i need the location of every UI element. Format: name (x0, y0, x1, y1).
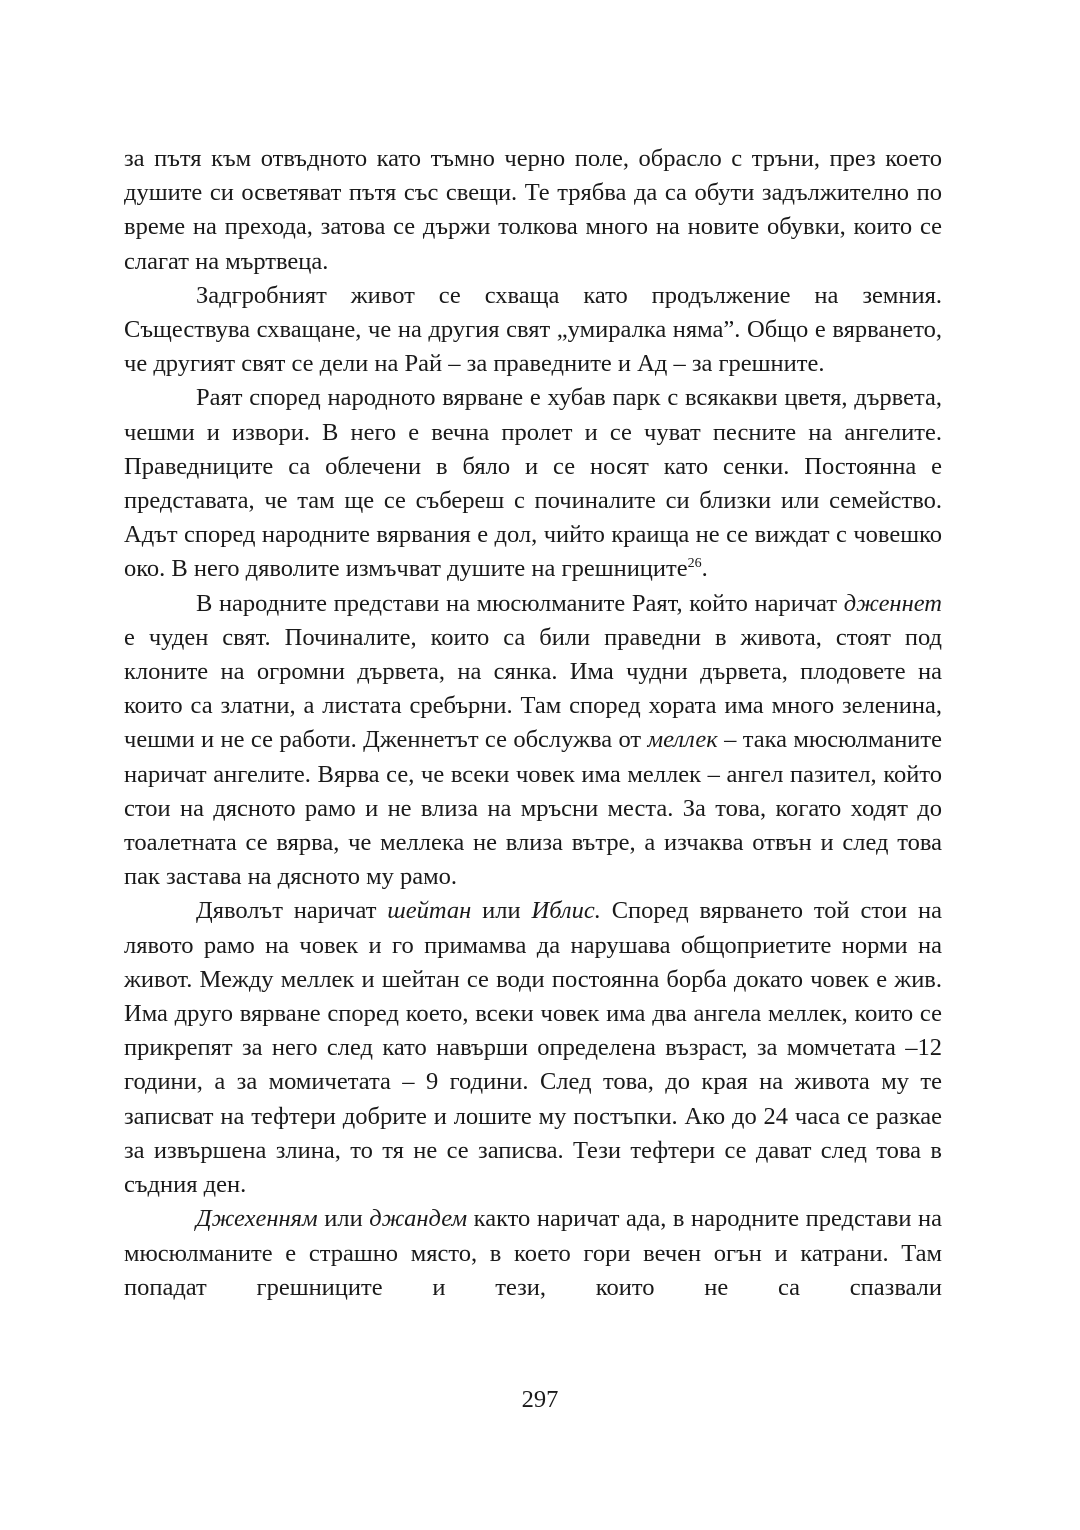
paragraph-5-text-a: Дяволът наричат (196, 897, 388, 925)
paragraph-5-text-b: или (471, 897, 532, 925)
term-mellek: меллек (647, 726, 718, 754)
paragraph-6-text-a: или (317, 1205, 370, 1233)
paragraph-6-text-b: както наричат ада, в народните представи на мюсюлманите е страшно място, в което гори вечен огън и катрани. Там попадат грешниците и тези, които не са спазвали (124, 1205, 942, 1301)
paragraph-1-text: за пътя към отвъдното като тъмно черно поле, обрасло с тръни, през което душите си осветяват пътя със свещи. Те трябва да са обути задължително по време на прехода, затова се държи толкова много на новите обувки, които се слагат на мъртвеца. (124, 145, 942, 275)
term-iblis: Иблис. (531, 897, 601, 925)
paragraph-2 (124, 279, 942, 382)
paragraph-4-text-a: В народните представи на мюсюлманите Раят, който наричат (196, 589, 844, 617)
paragraph-3 (124, 381, 942, 586)
term-djandem: джандем (369, 1205, 468, 1233)
page-number: 297 (521, 1386, 559, 1413)
paragraph-3-text: Раят според народното вярване е хубав парк с всякакви цветя, дървета, чешми и извори. В него е вечна пролет и се чуват песните на ангелите. Праведниците са облечени в бяло и се носят като сенки. Постоянна е представата, че там ще се събереш с починалите си близки или семейство. Адът според народните вярвания е дол, чийто краища не се виждат с човешко око. В него дяволите измъчват душите на грешниците (124, 384, 942, 583)
paragraph-5 (124, 894, 942, 1202)
term-sheytan: шейтан (387, 897, 472, 925)
term-djehennyam: Джехенням (196, 1205, 318, 1233)
paragraph-2-text: Задгробният живот се схваща като продължение на земния. Съществува схващане, че на другия свят „умиралка няма”. Общо е вярването, че другият свят се дели на Рай – за праведните и Ад – за грешните. (124, 281, 942, 378)
paragraph-6 (124, 1202, 942, 1305)
paragraph-3-end: . (701, 555, 708, 583)
term-djennet: дженнет (843, 589, 942, 617)
paragraph-5-text-c: Според вярването той стои на лявото рамо на човек и го примамва да нарушава общоприетите норми на живот. Между меллек и шейтан се води постоянна борба докато човек е жив. Има друго вярване според което, всеки човек има два ангела меллек, които се прикрепят за него след като навърши определена възраст, за момчетата –12 години, а за момичетата – 9 години. След това, до края на живота му те записват на тефтери добрите и лошите му постъпки. Ако до 24 часа се разкае за извършена злина, то тя не се записва. Тези тефтери се дават след това в съдния ден. (124, 897, 943, 1199)
paragraph-4-text-c: – така мюсюлманите наричат ангелите. Вярва се, че всеки човек има меллек – ангел пазител, който стои на дясното рамо и не влиза на мръсни места. За това, когато ходят до тоалетната се вярва, че меллека не влиза вътре, а изчаква отвън и след това пак застава на дясното му рамо. (124, 726, 942, 891)
footnote-marker: 26 (687, 556, 702, 572)
page-body (124, 142, 942, 1305)
paragraph-4 (124, 587, 942, 895)
paragraph-1 (124, 142, 942, 279)
paragraph-4-text-b: е чуден свят. Починалите, които са били праведни в живота, стоят под клоните на огромни дървета, на сянка. Има чудни дървета, плодовете на които са златни, а листата сребърни. Там според хората има много зеленина, чешми и не се работи. Дженнетът се обслужва от (124, 623, 942, 754)
